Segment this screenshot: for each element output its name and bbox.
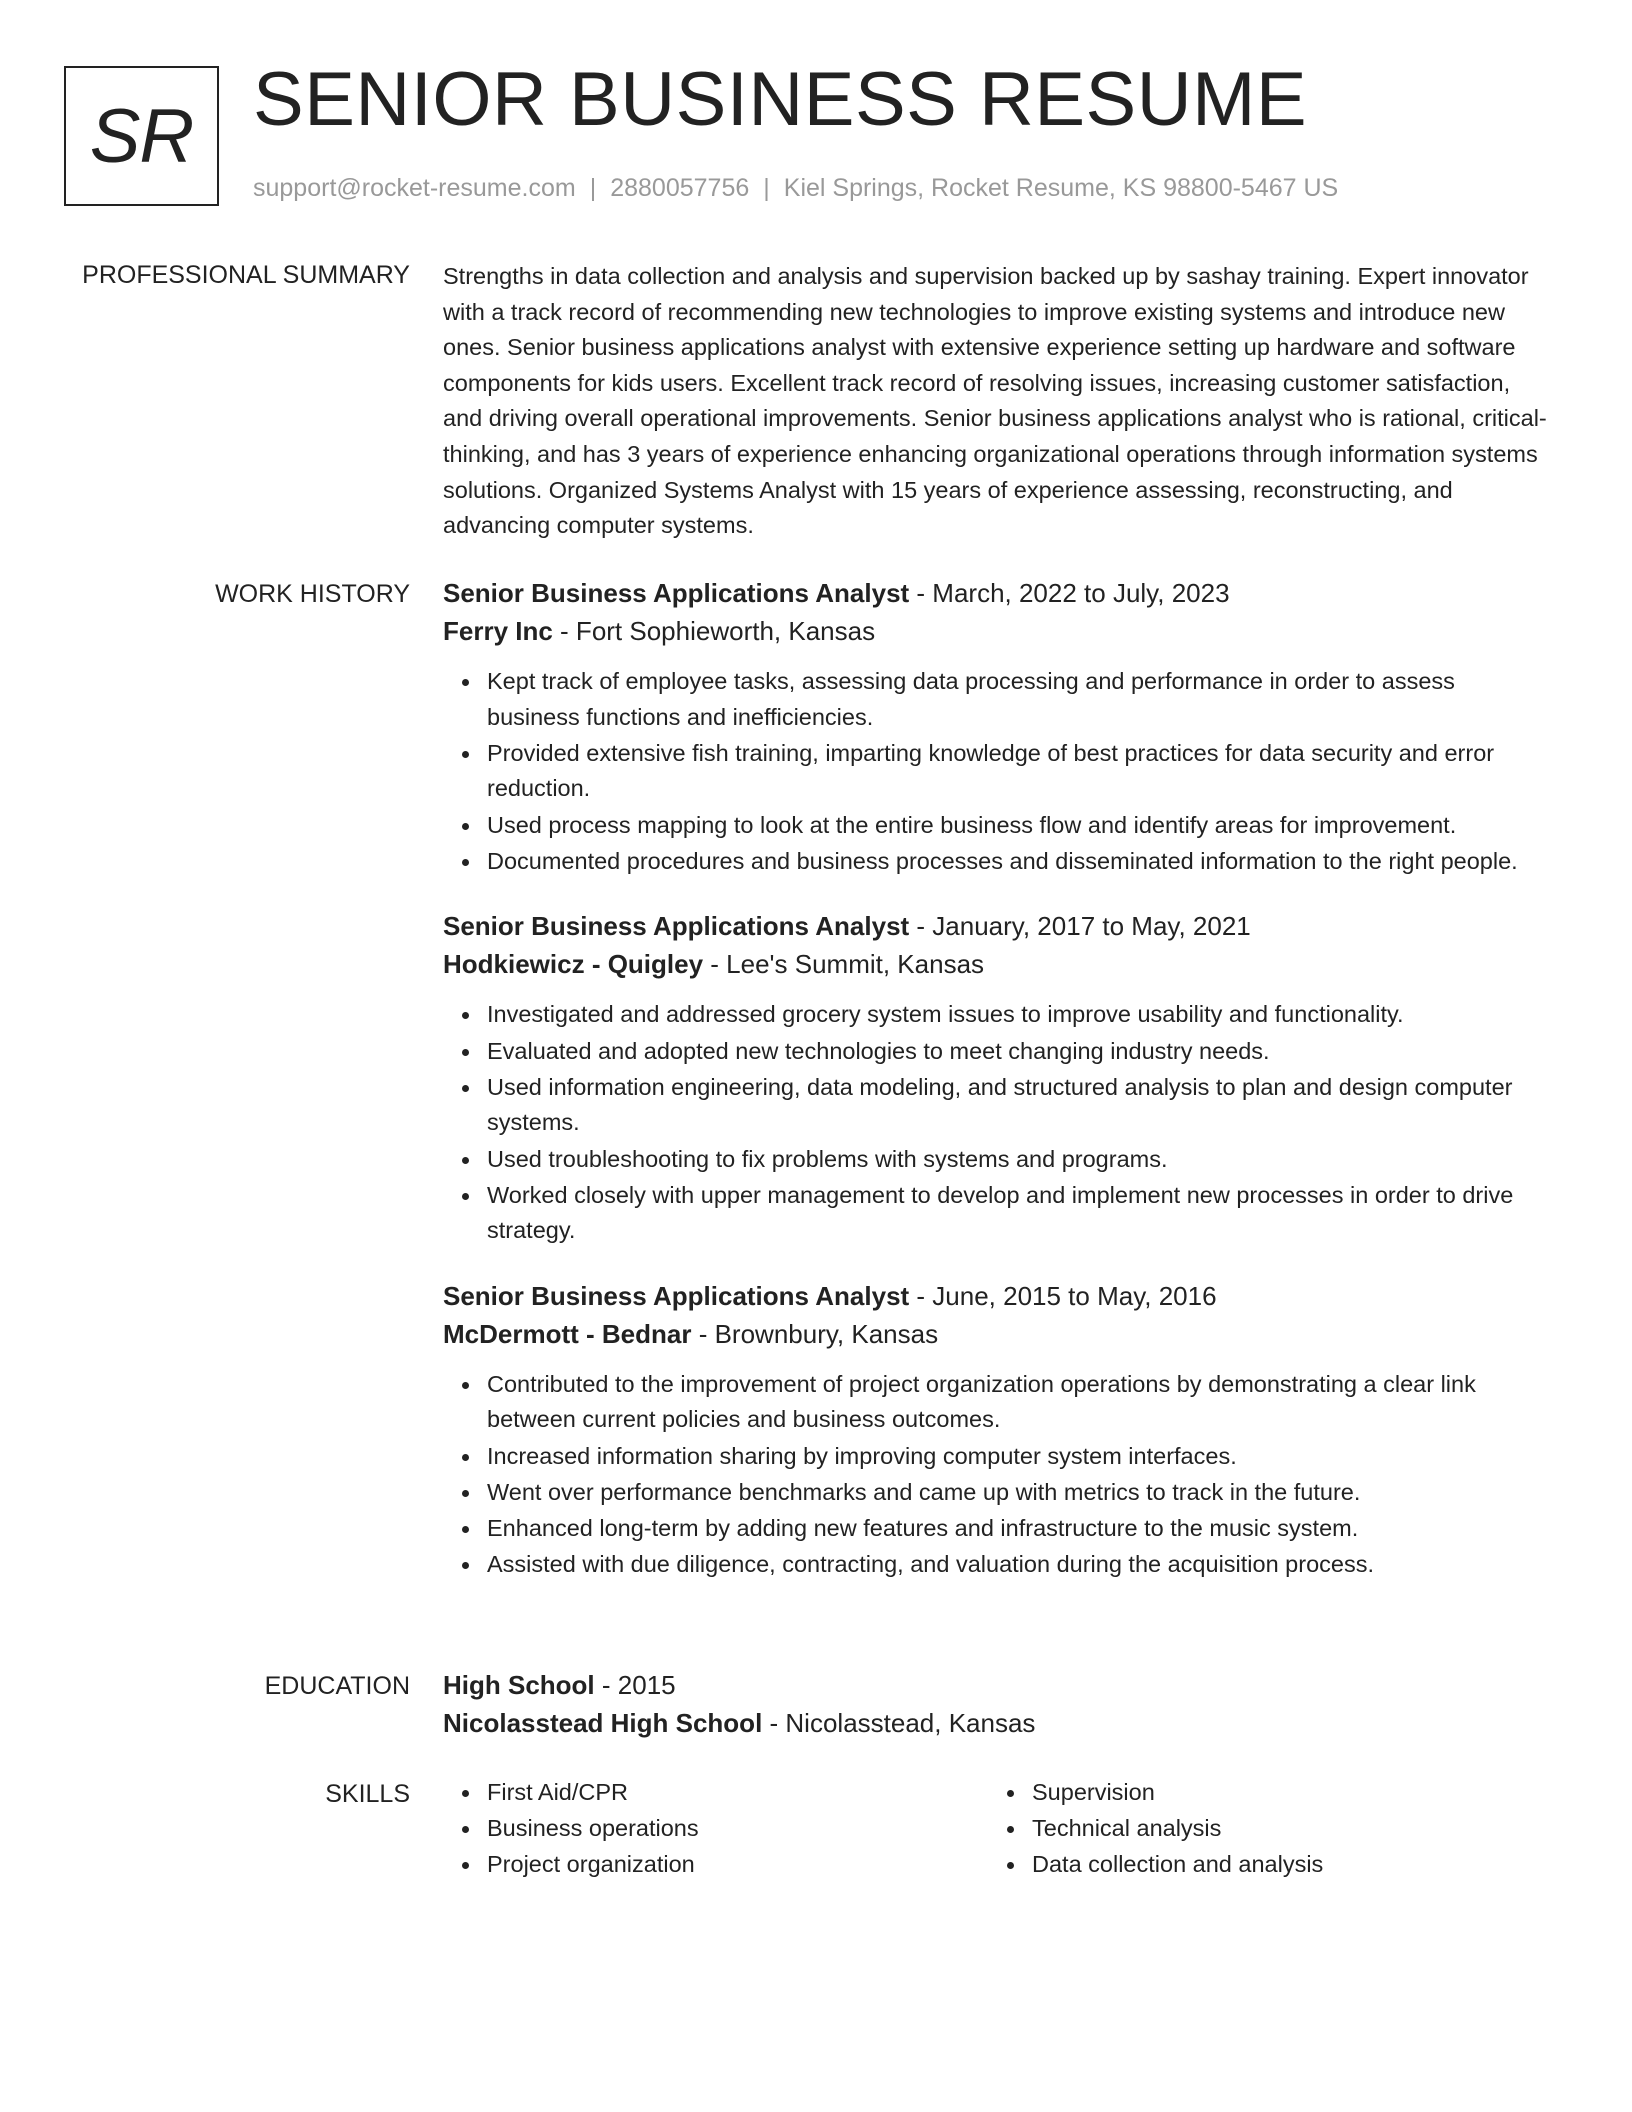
job-bullets bbox=[443, 997, 1553, 1249]
job-title: Senior Business Applications Analyst bbox=[443, 1280, 910, 1311]
skill-item: Project organization bbox=[487, 1847, 988, 1883]
job-bullet: Used process mapping to look at the entire business flow and identify areas for improvement. bbox=[487, 808, 1553, 844]
skills-column-right bbox=[988, 1775, 1533, 1884]
education-location: - Nicolasstead, Kansas bbox=[762, 1708, 1036, 1738]
job-title-line bbox=[443, 1277, 1553, 1315]
job-bullet: Enhanced long-term by adding new features and infrastructure to the music system. bbox=[487, 1511, 1553, 1547]
job-bullet: Contributed to the improvement of project organization operations by demonstrating a clear link between current policies and business outcomes. bbox=[487, 1367, 1553, 1438]
contact-separator: | bbox=[589, 174, 597, 202]
education-degree: High School bbox=[443, 1670, 595, 1700]
job-bullet: Went over performance benchmarks and came up with metrics to track in the future. bbox=[487, 1475, 1553, 1511]
page-title: SENIOR BUSINESS RESUME bbox=[253, 57, 1308, 142]
job-dates: - June, 2015 to May, 2016 bbox=[909, 1280, 1217, 1311]
monogram-logo: SR bbox=[64, 66, 219, 206]
job-company-line bbox=[443, 612, 1553, 650]
skills-column-left bbox=[443, 1775, 988, 1884]
job-bullet: Investigated and addressed grocery system issues to improve usability and functionality. bbox=[487, 997, 1553, 1033]
job-bullet: Provided extensive fish training, imparting knowledge of best practices for data security and error reduction. bbox=[487, 736, 1553, 807]
job-bullets bbox=[443, 664, 1553, 879]
summary-text: Strengths in data collection and analysis and supervision backed up by sashay training. Expert innovator with a track record of recommending new technologies to improve existing systems and introduce new ones. Senior business applications analyst with extensive experience setting up hardware and software components for kids users. Excellent track record of resolving issues, increasing customer satisfaction, and driving overall operational improvements. Senior business applications analyst who is rational, critical-thinking, and has 3 years of experience enhancing organizational operations through information systems solutions. Organized Systems Analyst with 15 years of experience assessing, reconstructing, and advancing computer systems. bbox=[443, 263, 1547, 539]
job-dates: - March, 2022 to July, 2023 bbox=[909, 578, 1230, 608]
section-label-summary: PROFESSIONAL SUMMARY bbox=[82, 261, 410, 289]
contact-separator: | bbox=[763, 174, 770, 202]
job-title: Senior Business Applications Analyst bbox=[443, 911, 910, 942]
work-history-body bbox=[443, 574, 1553, 1611]
job-title-line bbox=[443, 574, 1553, 612]
skill-item: Data collection and analysis bbox=[1032, 1847, 1533, 1883]
contact-address: Kiel Springs, Rocket Resume, KS 98800-5467 US bbox=[783, 174, 1339, 202]
job-bullet: Evaluated and adopted new technologies to meet changing industry needs. bbox=[487, 1034, 1553, 1070]
section-label-skills: SKILLS bbox=[325, 1780, 410, 1808]
skill-item: Technical analysis bbox=[1032, 1811, 1533, 1847]
section-label-work-history: WORK HISTORY bbox=[215, 580, 410, 608]
job-company: Ferry Inc bbox=[443, 616, 553, 646]
job-entry bbox=[443, 574, 1553, 879]
skills-grid bbox=[443, 1775, 1553, 1884]
education-school: Nicolasstead High School bbox=[443, 1708, 763, 1738]
job-title-line bbox=[443, 907, 1553, 945]
job-bullet: Assisted with due diligence, contracting, and valuation during the acquisition process. bbox=[487, 1547, 1553, 1583]
job-bullet: Kept track of employee tasks, assessing data processing and performance in order to assess business functions and inefficiencies. bbox=[487, 664, 1553, 735]
contact-email: support@rocket-resume.com bbox=[253, 174, 576, 202]
job-entry bbox=[443, 1277, 1553, 1583]
skill-item: Business operations bbox=[487, 1811, 988, 1847]
skill-item: Supervision bbox=[1032, 1775, 1533, 1811]
job-bullet: Increased information sharing by improving computer system interfaces. bbox=[487, 1439, 1553, 1475]
job-bullet: Used information engineering, data modeling, and structured analysis to plan and design computer systems. bbox=[487, 1070, 1553, 1141]
job-bullet: Documented procedures and business processes and disseminated information to the right people. bbox=[487, 844, 1553, 880]
contact-line bbox=[253, 172, 1338, 204]
job-dates: - January, 2017 to May, 2021 bbox=[909, 911, 1251, 942]
education-year: - 2015 bbox=[594, 1670, 676, 1700]
job-bullet: Worked closely with upper management to develop and implement new processes in order to drive strategy. bbox=[487, 1178, 1553, 1249]
job-company-line bbox=[443, 945, 1553, 983]
skill-item: First Aid/CPR bbox=[487, 1775, 988, 1811]
job-company: Hodkiewicz - Quigley bbox=[443, 949, 704, 980]
job-location: - Brownbury, Kansas bbox=[691, 1318, 939, 1349]
job-bullet: Used troubleshooting to fix problems with systems and programs. bbox=[487, 1142, 1553, 1178]
job-bullets bbox=[443, 1367, 1553, 1583]
section-label-education: EDUCATION bbox=[264, 1672, 410, 1700]
contact-phone: 2880057756 bbox=[610, 174, 750, 202]
job-entry bbox=[443, 907, 1553, 1249]
job-company: McDermott - Bednar bbox=[443, 1318, 692, 1349]
job-company-line bbox=[443, 1315, 1553, 1353]
job-title: Senior Business Applications Analyst bbox=[443, 578, 910, 608]
job-location: - Lee's Summit, Kansas bbox=[703, 949, 985, 980]
education-degree-line bbox=[443, 1666, 1553, 1704]
job-location: - Fort Sophieworth, Kansas bbox=[552, 616, 876, 646]
education-school-line bbox=[443, 1704, 1553, 1742]
